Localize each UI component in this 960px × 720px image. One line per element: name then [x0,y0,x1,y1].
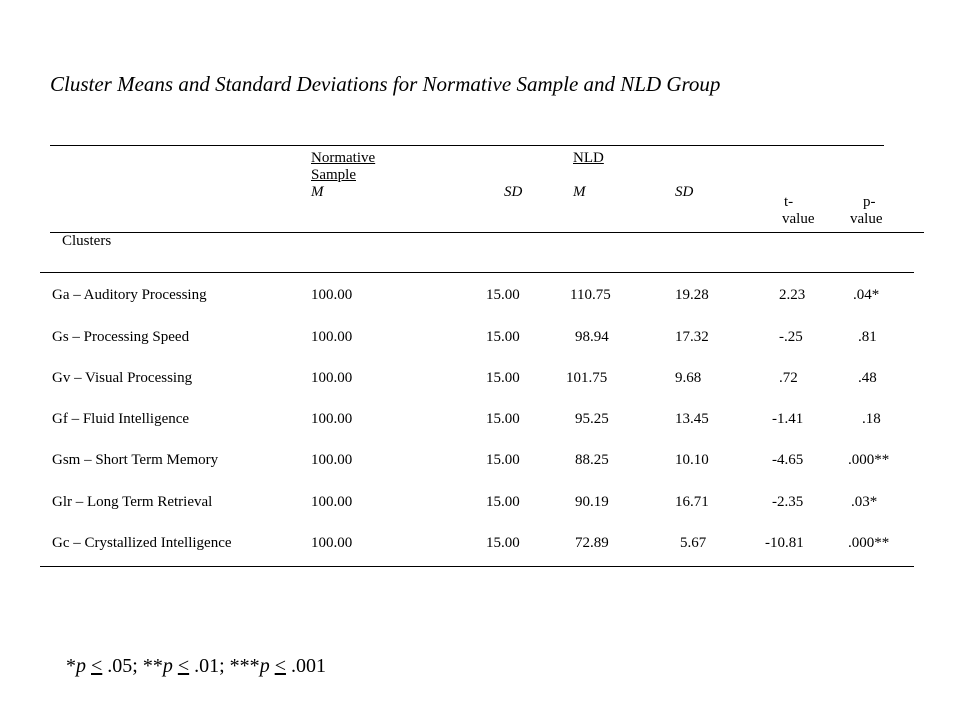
footnote-p3: p [259,655,270,677]
t-value: -10.81 [765,535,804,551]
footnote-le3: < [274,655,286,677]
header-p-line1: p- [863,194,876,210]
normative-mean: 100.00 [311,329,353,345]
normative-sd: 15.00 [486,411,520,427]
header-nld-sd: SD [675,184,694,200]
bottom-rule [40,566,914,567]
footnote-le2: < [177,655,190,677]
normative-mean: 100.00 [311,494,353,510]
header-t-line2: value [782,211,815,227]
header-nld: NLD [573,150,604,166]
nld-mean: 110.75 [570,287,611,303]
normative-sd: 15.00 [486,370,520,386]
footnote-v1: .05; ** [102,655,163,677]
footnote-p2: p [162,655,173,677]
cluster-label: Ga – Auditory Processing [52,287,207,303]
nld-sd: 16.71 [675,494,709,510]
table-title: Cluster Means and Standard Deviations for Normative Sample and NLD Group [50,72,721,96]
top-rule [50,145,884,146]
t-value: -4.65 [772,452,804,468]
t-value: -1.41 [772,411,804,427]
t-value: 2.23 [779,287,806,303]
header-p-line2: value [850,211,883,227]
header-divider-rule [50,232,924,233]
nld-mean: 95.25 [575,411,609,427]
nld-sd: 10.10 [675,452,709,468]
header-normative-line2: Sample [311,167,356,183]
p-value: .48 [858,370,877,386]
normative-sd: 15.00 [486,535,520,551]
nld-mean: 98.94 [575,329,609,345]
cluster-label: Gs – Processing Speed [52,329,190,345]
normative-mean: 100.00 [311,452,353,468]
p-value: .04* [853,287,880,303]
header-normative-line1: Normative [311,150,376,166]
normative-mean: 100.00 [311,287,353,303]
body-top-rule [40,272,914,273]
normative-mean: 100.00 [311,370,353,386]
t-value: .72 [779,370,798,386]
header-clusters: Clusters [62,233,112,249]
nld-sd: 19.28 [675,287,709,303]
t-value: -.25 [779,329,803,345]
nld-mean: 72.89 [575,535,609,551]
nld-sd: 13.45 [675,411,709,427]
footnote-le1: < [91,655,103,677]
normative-sd: 15.00 [486,329,520,345]
significance-footnote [66,655,326,678]
nld-mean: 101.75 [566,370,608,386]
cluster-label: Gv – Visual Processing [52,370,193,386]
nld-mean: 88.25 [575,452,609,468]
nld-sd: 17.32 [675,329,709,345]
p-value: .000** [848,452,890,468]
footnote-p1: p [76,655,86,677]
p-value: .18 [862,411,881,427]
normative-sd: 15.00 [486,452,520,468]
p-value: .81 [858,329,877,345]
nld-mean: 90.19 [575,494,609,510]
cluster-label: Gc – Crystallized Intelligence [52,535,232,551]
normative-sd: 15.00 [486,494,520,510]
nld-sd: 9.68 [675,370,702,386]
header-normative-m: M [311,184,324,200]
cluster-label: Gf – Fluid Intelligence [52,411,190,427]
normative-mean: 100.00 [311,535,353,551]
footnote-v3: .001 [285,655,326,677]
cluster-label: Glr – Long Term Retrieval [52,494,213,510]
normative-sd: 15.00 [486,287,520,303]
header-normative-sd: SD [504,184,523,200]
nld-sd: 5.67 [680,535,707,551]
cluster-label: Gsm – Short Term Memory [52,452,219,468]
t-value: -2.35 [772,494,804,510]
footnote-v2: .01; *** [189,655,260,677]
normative-mean: 100.00 [311,411,353,427]
p-value: .03* [851,494,878,510]
header-t-line1: t- [784,194,794,210]
p-value: .000** [848,535,890,551]
header-nld-m: M [573,184,586,200]
footnote-star: * [66,655,76,677]
